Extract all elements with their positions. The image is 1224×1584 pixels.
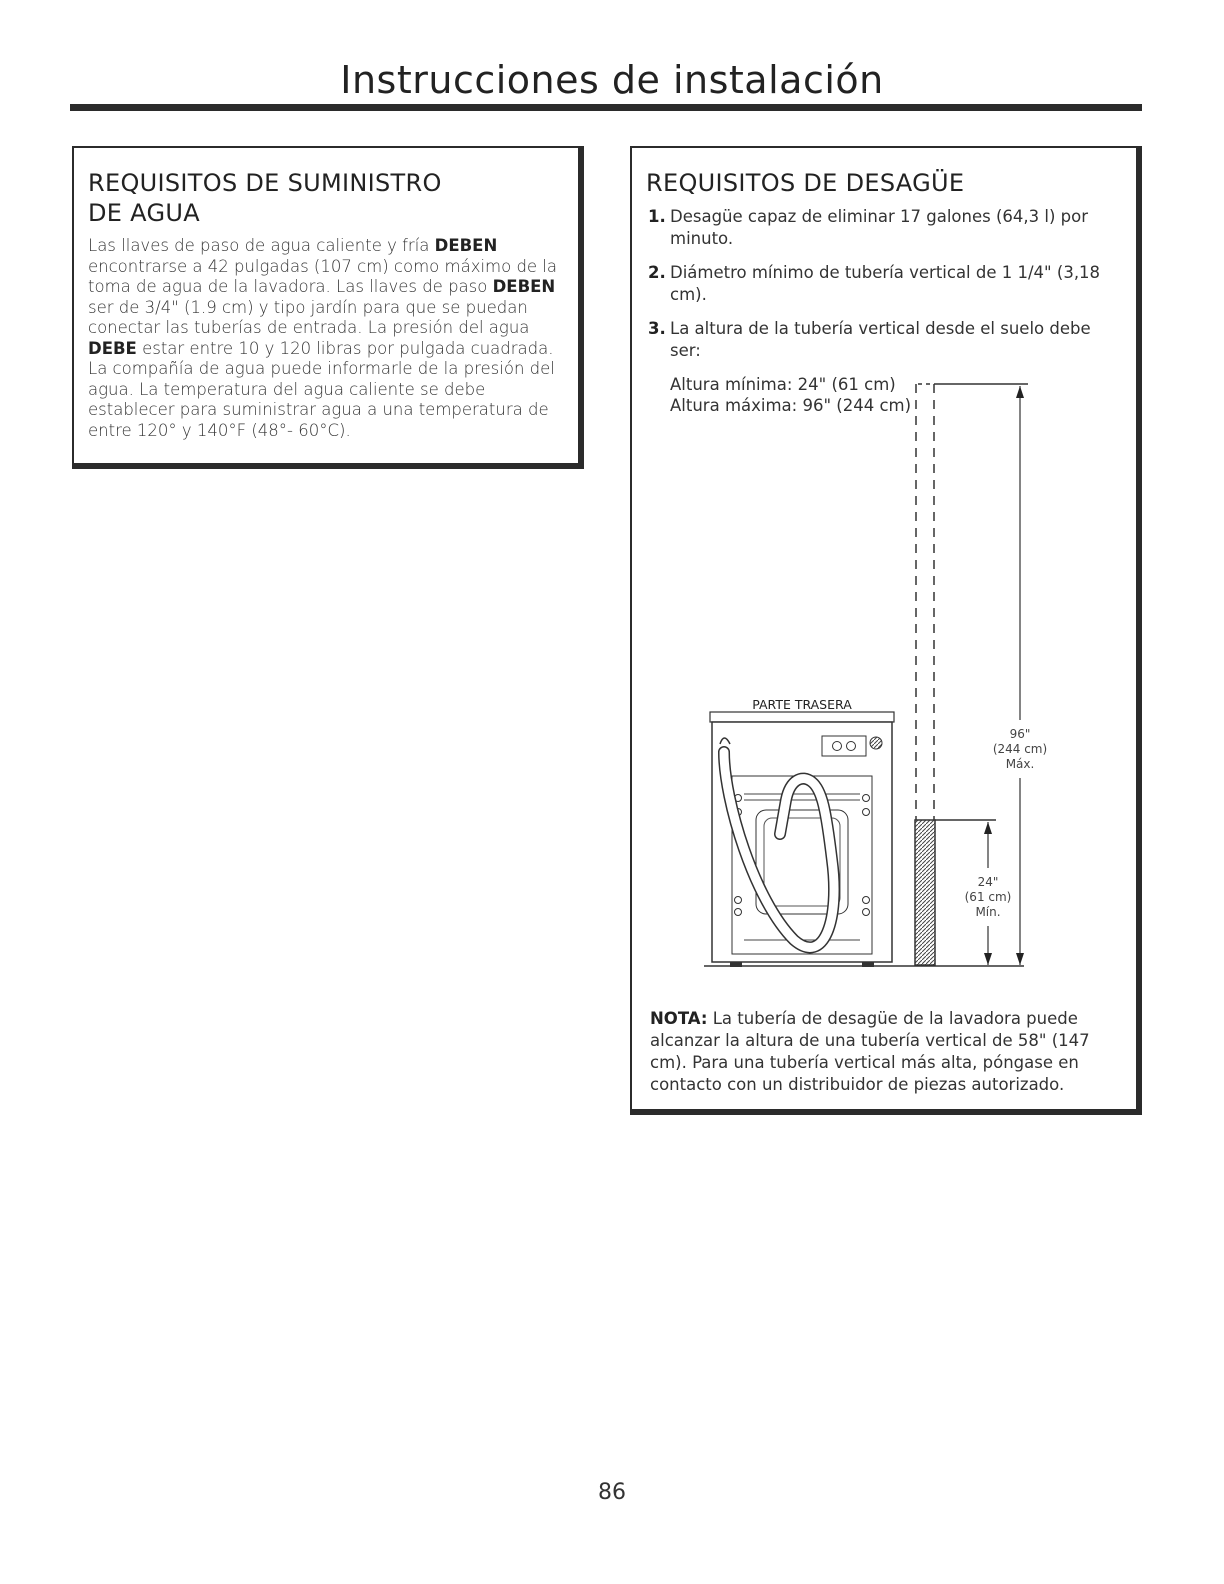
min-height: Altura mínima: 24" (61 cm) bbox=[670, 375, 896, 394]
water-text-1: Las llaves de paso de agua caliente y fría bbox=[88, 236, 435, 255]
max-height: Altura máxima: 96" (244 cm) bbox=[670, 396, 912, 415]
list-item-number: 2. bbox=[648, 263, 666, 282]
note-label: NOTA: bbox=[650, 1009, 708, 1028]
max-label-line2: (244 cm) bbox=[992, 742, 1048, 756]
min-label-line3: Mín. bbox=[975, 905, 1001, 919]
list-item-number: 1. bbox=[648, 207, 666, 226]
drain-requirements-list bbox=[646, 206, 1122, 362]
max-label-line1: 96" bbox=[1009, 727, 1031, 741]
title-rule bbox=[70, 104, 1142, 111]
list-item-text: Diámetro mínimo de tubería vertical de 1 1/4" (3,18 cm). bbox=[670, 263, 1101, 304]
water-supply-heading bbox=[88, 168, 564, 228]
rear-label: PARTE TRASERA bbox=[752, 697, 852, 712]
list-item-text: La altura de la tubería vertical desde el suelo debe ser: bbox=[670, 319, 1091, 360]
min-label-line2: (61 cm) bbox=[964, 890, 1012, 904]
note-text: La tubería de desagüe de la lavadora puede alcanzar la altura de una tubería vertical de 58" (147 cm). Para una tubería vertical más alta, póngase en contacto con un distribuidor de piezas autorizado. bbox=[650, 1009, 1090, 1094]
standpipe-diagram-svg bbox=[694, 380, 1114, 919]
water-text-3: ser de 3/4" (1.9 cm) y tipo jardín para que se puedan conectar las tuberías de entrada. La presión del agua bbox=[88, 297, 530, 337]
water-heading-line1: REQUISITOS DE SUMINISTRO bbox=[88, 169, 442, 197]
list-item bbox=[646, 318, 1122, 362]
min-label-line1: 24" bbox=[977, 875, 999, 889]
max-label-line3: Máx. bbox=[1005, 757, 1035, 771]
list-item-number: 3. bbox=[648, 319, 666, 338]
standpipe-diagram bbox=[694, 380, 1114, 919]
water-text-4: estar entre 10 y 120 libras por pulgada cuadrada. La compañía de agua puede informarle de la presión del agua. La temperatura del agua caliente se debe establecer para suministrar agua a una temperatura de entre 120° y 140°F (48°- 60°C). bbox=[88, 338, 555, 440]
list-item bbox=[646, 206, 1122, 250]
page-number: 86 bbox=[598, 1480, 626, 1505]
list-item-text: Desagüe capaz de eliminar 17 galones (64,3 l) por minuto. bbox=[670, 207, 1089, 248]
water-bold-1: DEBEN bbox=[434, 236, 498, 255]
water-text-2: encontrarse a 42 pulgadas (107 cm) como máximo de la toma de agua de la lavadora. Las llaves de paso bbox=[88, 256, 558, 296]
list-item bbox=[646, 262, 1122, 306]
water-supply-text bbox=[88, 236, 564, 441]
drain-heading: REQUISITOS DE DESAGÜE bbox=[646, 169, 965, 197]
standpipe-minimum bbox=[915, 820, 935, 965]
water-bold-3: DEBE bbox=[88, 338, 137, 358]
water-heading-line2: DE AGUA bbox=[88, 199, 200, 227]
drain-section bbox=[630, 146, 1142, 1115]
water-bold-2: DEBEN bbox=[492, 277, 556, 296]
drain-note bbox=[650, 1008, 1120, 1096]
water-supply-section bbox=[72, 146, 584, 469]
standpipe-dashed-outline bbox=[916, 384, 934, 820]
page-title: Instrucciones de instalación bbox=[340, 58, 884, 102]
